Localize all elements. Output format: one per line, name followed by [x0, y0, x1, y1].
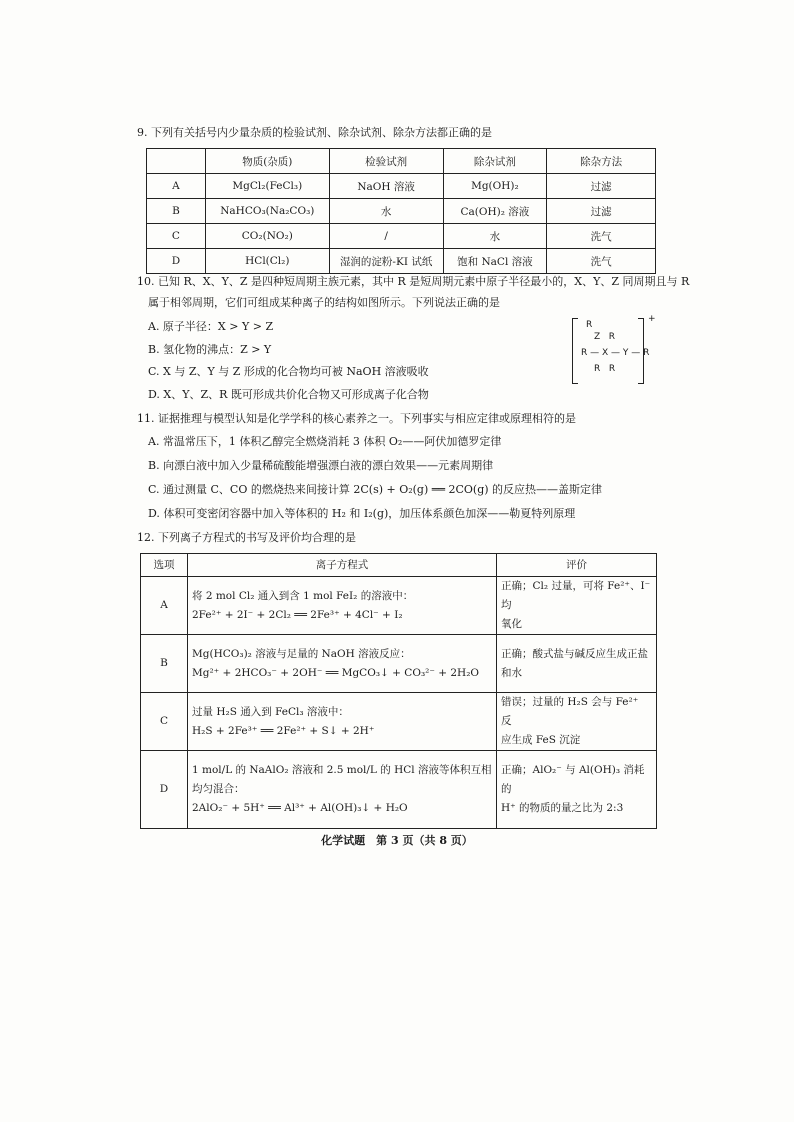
- q11-option-b: B. 向漂白液中加入少量稀硫酸能增强漂白液的漂白效果——元素周期律: [148, 459, 494, 472]
- evaluation-line: 正确；酸式盐与碱反应生成正盐: [501, 647, 648, 660]
- q12-table: [140, 553, 657, 829]
- q11-option-d: D. 体积可变密闭容器中加入等体积的 H₂ 和 I₂(g)，加压体系颜色加深——勒夏特列原理: [148, 507, 576, 520]
- q10-option-d: D. X、Y、Z、R 既可形成共价化合物又可形成离子化合物: [148, 388, 429, 401]
- table-cell: 水: [329, 199, 443, 224]
- evaluation-line: 应生成 FeS 沉淀: [501, 734, 581, 746]
- table-row: [147, 249, 656, 274]
- table-header-cell: 检验试剂: [329, 149, 443, 174]
- table-cell: NaOH 溶液: [329, 174, 443, 199]
- table-cell: C: [147, 224, 206, 249]
- table-cell: 水: [443, 224, 547, 249]
- table-row: [141, 554, 657, 577]
- table-row: [147, 149, 656, 174]
- table-cell: HCl(Cl₂): [205, 249, 329, 274]
- structure-row-1: Z R: [594, 332, 616, 342]
- q10-option-c: C. X 与 Z、Y 与 Z 形成的化合物均可被 NaOH 溶液吸收: [148, 365, 429, 378]
- table-header-cell: 除杂试剂: [443, 149, 547, 174]
- table-header-cell: 离子方程式: [188, 554, 497, 577]
- equation-line: Mg(HCO₃)₂ 溶液与足量的 NaOH 溶液反应：: [192, 647, 411, 660]
- table-cell: C: [141, 693, 188, 751]
- ion-structure-diagram: [572, 314, 656, 384]
- table-cell: [497, 635, 657, 693]
- table-cell: [497, 577, 657, 635]
- equation-line: H₂S + 2Fe³⁺ ══ 2Fe²⁺ + S↓ + 2H⁺: [192, 724, 375, 737]
- table-row: [141, 635, 657, 693]
- table-cell: B: [147, 199, 206, 224]
- table-header-cell: 选项: [141, 554, 188, 577]
- q10-option-b: B. 氢化物的沸点：Z > Y: [148, 343, 272, 356]
- q11-option-a: A. 常温常压下，1 体积乙醇完全燃烧消耗 3 体积 O₂——阿伏加德罗定律: [148, 435, 502, 448]
- table-cell: D: [147, 249, 206, 274]
- evaluation-line: 错误；过量的 H₂S 会与 Fe²⁺ 反: [501, 696, 639, 727]
- table-row: [141, 693, 657, 751]
- table-header-cell: 评价: [497, 554, 657, 577]
- table-cell: /: [329, 224, 443, 249]
- q9-stem: 9. 下列有关括号内少量杂质的检验试剂、除杂试剂、除杂方法都正确的是: [137, 126, 492, 139]
- table-cell: CO₂(NO₂): [205, 224, 329, 249]
- page-footer: 化学试题 第 3 页（共 8 页）: [321, 834, 473, 847]
- table-row: [147, 174, 656, 199]
- equation-line: 2Fe²⁺ + 2I⁻ + 2Cl₂ ══ 2Fe³⁺ + 4Cl⁻ + I₂: [192, 608, 403, 621]
- q12-stem: 12. 下列离子方程式的书写及评价均合理的是: [137, 531, 356, 544]
- q11-stem: 11. 证据推理与模型认知是化学学科的核心素养之一。下列事实与相应定律或原理相符的是: [137, 412, 576, 425]
- table-cell: MgCl₂(FeCl₃): [205, 174, 329, 199]
- evaluation-line: 正确；AlO₂⁻ 与 Al(OH)₃ 消耗的: [501, 764, 645, 795]
- left-bracket: [572, 318, 578, 384]
- table-cell: Mg(OH)₂: [443, 174, 547, 199]
- structure-row-mid: R — X — Y — R: [581, 348, 650, 358]
- table-cell: B: [141, 635, 188, 693]
- table-cell: [188, 693, 497, 751]
- equation-line: 过量 H₂S 通入到 FeCl₃ 溶液中：: [192, 705, 349, 718]
- table-cell: 洗气: [547, 224, 656, 249]
- structure-row-3: R R: [594, 364, 616, 374]
- q11-option-c: C. 通过测量 C、CO 的燃烧热来间接计算 2C(s) + O₂(g) ══ 2CO(g) 的反应热——盖斯定律: [148, 483, 603, 496]
- table-cell: A: [141, 577, 188, 635]
- table-cell: A: [147, 174, 206, 199]
- table-cell: Ca(OH)₂ 溶液: [443, 199, 547, 224]
- table-cell: 过滤: [547, 199, 656, 224]
- table-row: [147, 199, 656, 224]
- equation-line: 2AlO₂⁻ + 5H⁺ ══ Al³⁺ + Al(OH)₃↓ + H₂O: [192, 802, 408, 814]
- table-cell: [497, 693, 657, 751]
- evaluation-line: 氧化: [501, 618, 522, 630]
- table-cell: NaHCO₃(Na₂CO₃): [205, 199, 329, 224]
- q10-option-a: A. 原子半径：X > Y > Z: [148, 320, 274, 333]
- table-row: [147, 224, 656, 249]
- q10-stem-line1: 10. 已知 R、X、Y、Z 是四种短周期主族元素，其中 R 是短周期元素中原子半径最小的，X、Y、Z 同周期且与 R: [137, 275, 690, 288]
- table-cell: 湿润的淀粉-KI 试纸: [329, 249, 443, 274]
- structure-top-atom: R: [586, 320, 593, 330]
- table-header-cell: 除杂方法: [547, 149, 656, 174]
- equation-line: 1 mol/L 的 NaAlO₂ 溶液和 2.5 mol/L 的 HCl 溶液等体积互相: [192, 764, 492, 776]
- table-cell: D: [141, 751, 188, 829]
- evaluation-line: 和水: [501, 666, 522, 679]
- evaluation-line: 正确；Cl₂ 过量，可将 Fe²⁺、I⁻ 均: [501, 580, 651, 611]
- q9-table: [146, 148, 656, 274]
- equation-line: Mg²⁺ + 2HCO₃⁻ + 2OH⁻ ══ MgCO₃↓ + CO₃²⁻ + 2H₂O: [192, 666, 480, 679]
- ion-charge: +: [648, 314, 656, 324]
- q10-stem-line2: 属于相邻周期，它们可组成某种离子的结构如图所示。下列说法正确的是: [148, 296, 500, 309]
- equation-line: 均匀混合：: [192, 783, 245, 795]
- table-cell: 洗气: [547, 249, 656, 274]
- table-cell: [497, 751, 657, 829]
- table-cell: [188, 751, 497, 829]
- table-header-cell: 物质(杂质): [205, 149, 329, 174]
- table-cell: [188, 577, 497, 635]
- table-cell: 过滤: [547, 174, 656, 199]
- table-cell: [188, 635, 497, 693]
- table-row: [141, 751, 657, 829]
- table-row: [141, 577, 657, 635]
- equation-line: 将 2 mol Cl₂ 通入到含 1 mol FeI₂ 的溶液中：: [192, 589, 414, 602]
- evaluation-line: H⁺ 的物质的量之比为 2:3: [501, 802, 624, 814]
- table-header-cell: [147, 149, 206, 174]
- table-cell: 饱和 NaCl 溶液: [443, 249, 547, 274]
